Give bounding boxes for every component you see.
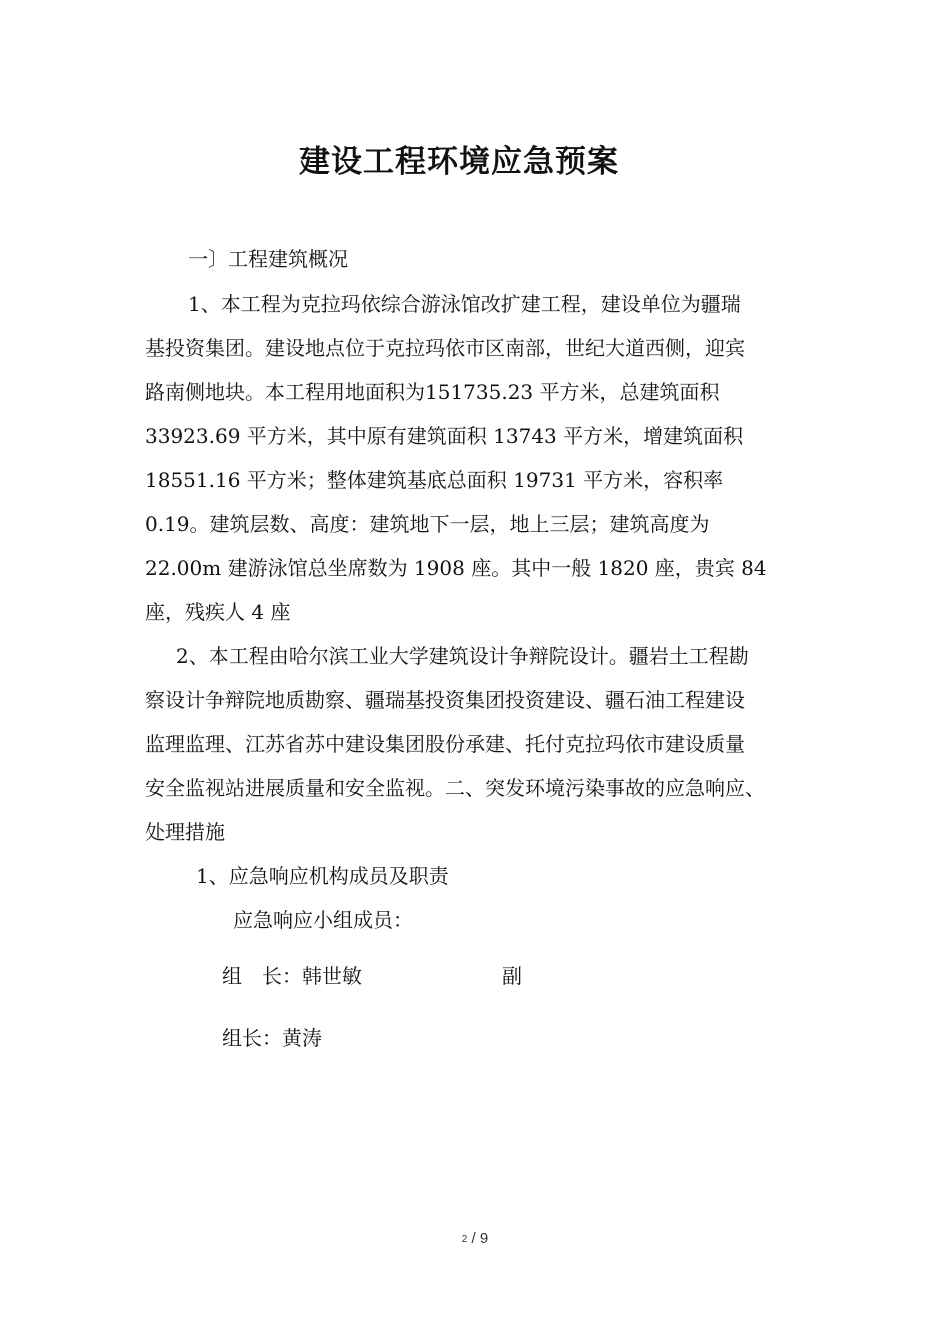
deputy-prefix: 副: [502, 964, 522, 988]
paragraph-line: 座，残疾人 4 座: [145, 600, 291, 624]
member-list-heading: 应急响应小组成员：: [233, 908, 413, 932]
subsection-heading: 1、应急响应机构成员及职责: [196, 864, 449, 888]
paragraph-line: 安全监视站进展质量和安全监视。二、突发环境污染事故的应急响应、: [145, 776, 765, 800]
current-page: 2: [461, 1234, 468, 1245]
paragraph-line: 0.19。建筑层数、高度：建筑地下一层，地上三层；建筑高度为: [145, 512, 710, 536]
paragraph-line: 33923.69 平方米，其中原有建筑面积 13743 平方米，增建筑面积: [145, 424, 744, 448]
page-separator: /: [471, 1230, 476, 1247]
paragraph-line: 路南侧地块。本工程用地面积为151735.23 平方米，总建筑面积: [145, 380, 720, 404]
section-heading: 一〕工程建筑概况: [188, 247, 348, 271]
paragraph-line: 基投资集团。建设地点位于克拉玛依市区南部，世纪大道西侧，迎宾: [145, 336, 745, 360]
deputy-leader-line: 组长：黄涛: [222, 1026, 322, 1050]
paragraph-line: 18551.16 平方米；整体建筑基底总面积 19731 平方米，容积率: [145, 468, 724, 492]
page-number: [0, 1230, 950, 1247]
paragraph-line: 1、本工程为克拉玛依综合游泳馆改扩建工程，建设单位为疆瑞: [188, 292, 741, 316]
paragraph-line: 处理措施: [145, 820, 225, 844]
paragraph-line: 2、本工程由哈尔滨工业大学建筑设计争辩院设计。疆岩土工程勘: [176, 644, 749, 668]
paragraph-line: 察设计争辩院地质勘察、疆瑞基投资集团投资建设、疆石油工程建设: [145, 688, 745, 712]
paragraph-line: 监理监理、江苏省苏中建设集团股份承建、托付克拉玛依市建设质量: [145, 732, 745, 756]
paragraph-line: 22.00m 建游泳馆总坐席数为 1908 座。其中一般 1820 座，贵宾 84: [145, 556, 767, 580]
document-title: 建设工程环境应急预案: [299, 144, 619, 180]
total-pages: 9: [479, 1230, 489, 1247]
team-leader-line: 组 长：韩世敏: [222, 964, 362, 988]
